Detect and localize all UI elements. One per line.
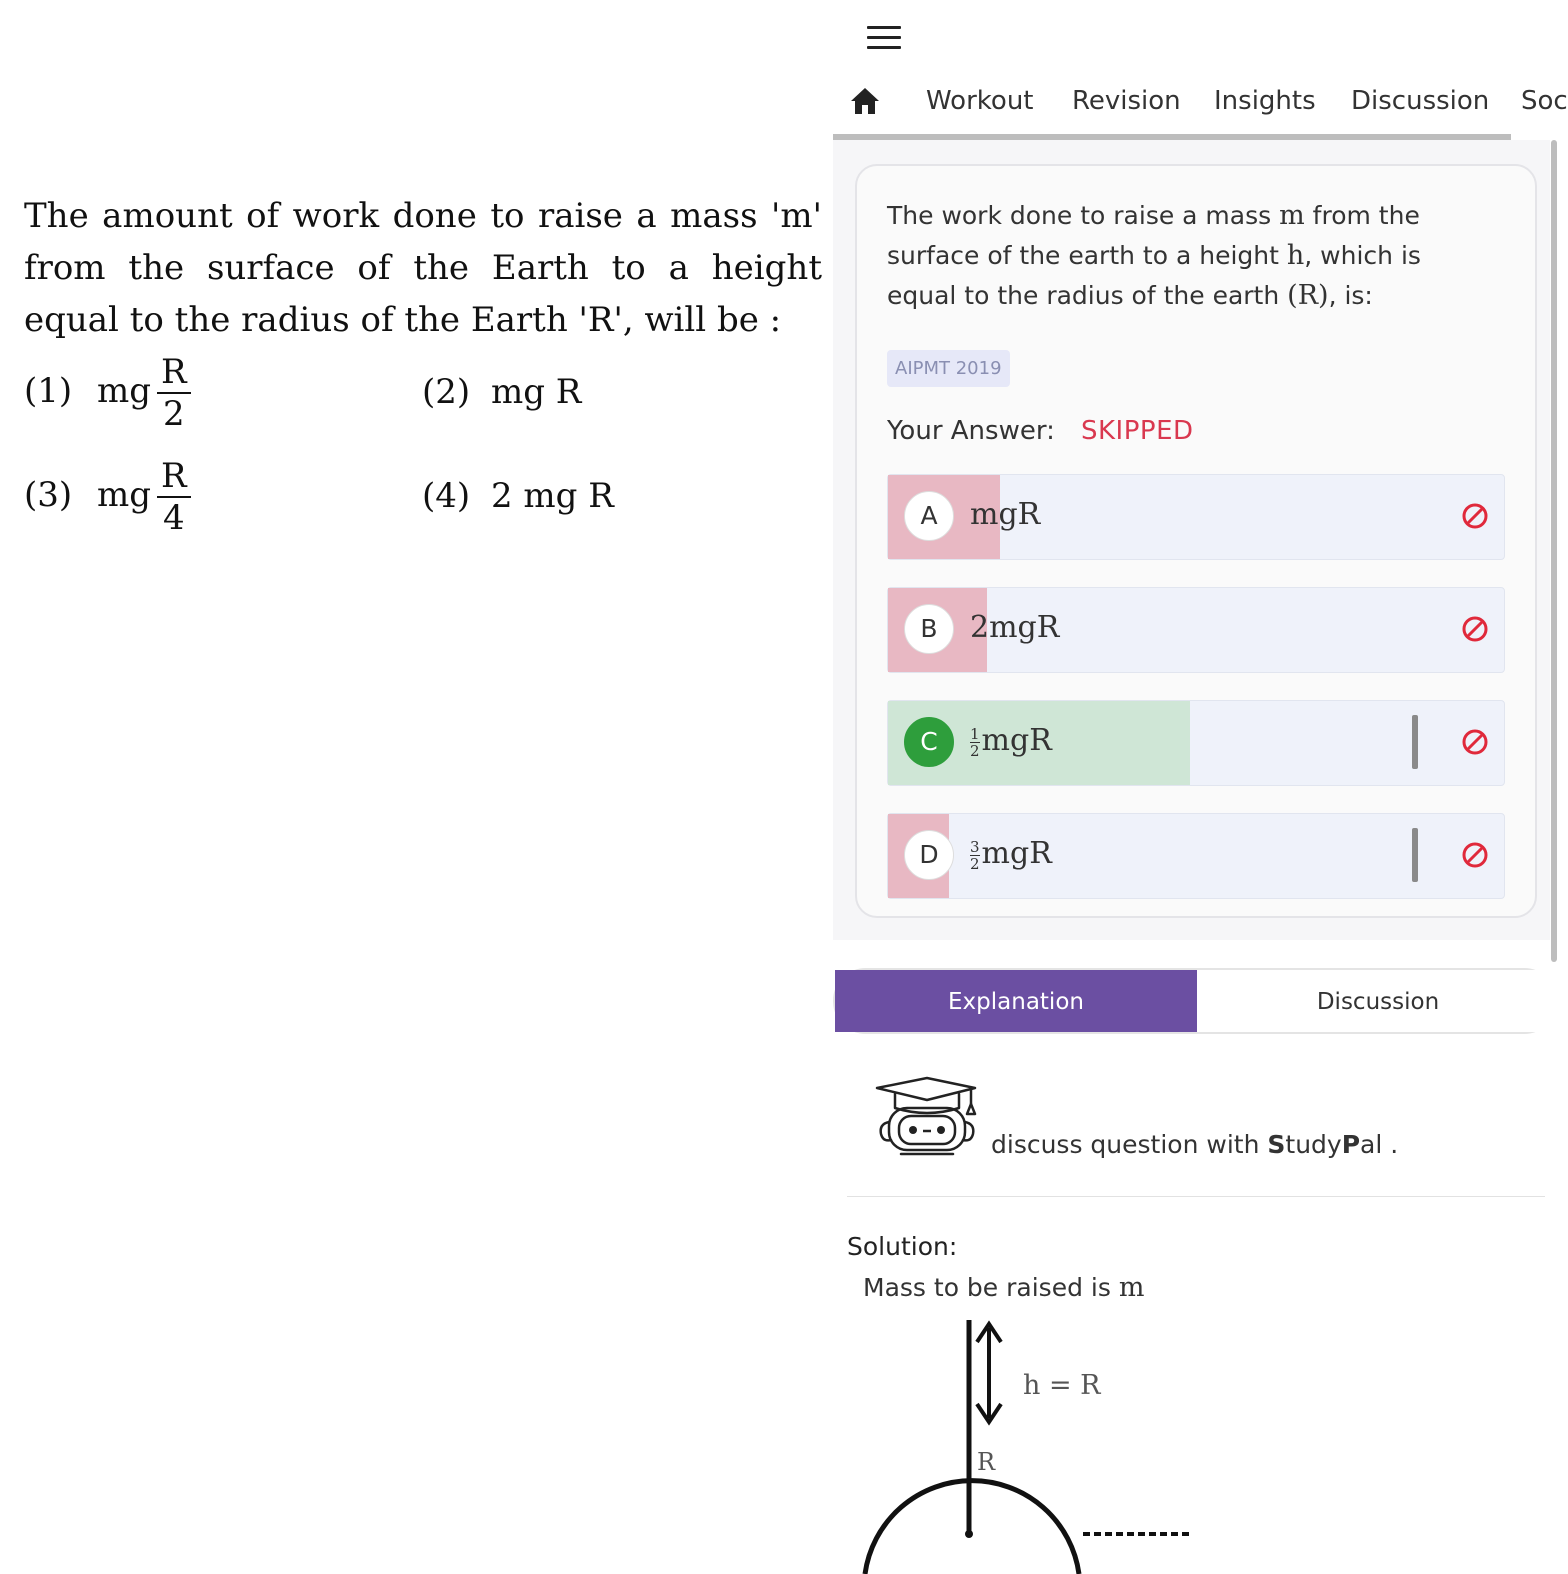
frac-den: 2: [970, 741, 980, 760]
scan-option-label: (1): [24, 371, 73, 411]
eliminate-icon[interactable]: [1462, 616, 1488, 642]
frac-num: 3: [970, 837, 980, 856]
divider: [847, 1196, 1545, 1197]
studypal-s: S: [1267, 1130, 1286, 1159]
q-math: h: [1286, 240, 1305, 271]
option-letter: C: [904, 717, 954, 767]
q-part: The work done to raise a mass: [887, 201, 1280, 230]
your-answer-status: SKIPPED: [1081, 416, 1194, 446]
option-divider: [1412, 828, 1418, 882]
tab-insights[interactable]: Insights: [1214, 86, 1316, 116]
option-letter: D: [904, 830, 954, 880]
app-panel: [833, 0, 1568, 1568]
scan-option-label: (2): [422, 372, 471, 412]
frac-den: 2: [162, 394, 185, 434]
studypal-text-part: tudy: [1285, 1130, 1342, 1159]
option-fraction: [970, 839, 980, 872]
q-part: , which is equal to the radius of the earth: [887, 241, 1421, 310]
option-b[interactable]: [887, 587, 1505, 673]
scrollbar-thumb[interactable]: [1551, 140, 1557, 962]
eliminate-icon[interactable]: [1462, 503, 1488, 529]
diagram-label-h: h = R: [1023, 1370, 1101, 1401]
your-answer-label: Your Answer:: [887, 416, 1055, 446]
solution-diagram: [853, 1314, 1213, 1574]
diagram-label-r: R: [977, 1448, 996, 1476]
q-math: (R): [1287, 280, 1329, 311]
scan-option-label: (4): [422, 476, 471, 516]
tab-revision[interactable]: Revision: [1072, 86, 1181, 116]
option-a[interactable]: [887, 474, 1505, 560]
option-text: mgR: [981, 836, 1052, 871]
scan-option-1: [24, 352, 191, 434]
frac-den: 4: [162, 498, 185, 538]
q-part: from the surface of the earth to a height: [887, 201, 1420, 270]
studypal-robot-icon[interactable]: [871, 1074, 983, 1160]
option-letter: A: [904, 491, 954, 541]
question-card: [855, 164, 1537, 918]
option-divider: [1412, 715, 1418, 769]
scan-option-label: (3): [24, 475, 73, 515]
explanation-tabs: [833, 968, 1557, 1034]
solution-text: [863, 1272, 1144, 1303]
option-letter: B: [904, 604, 954, 654]
question-area: [833, 140, 1550, 940]
option-text: mgR: [981, 723, 1052, 758]
studypal-text-part: discuss question with: [991, 1130, 1268, 1159]
frac-num: R: [157, 456, 191, 498]
scan-option-prefix: mg: [96, 475, 151, 515]
eliminate-icon[interactable]: [1462, 842, 1488, 868]
option-c[interactable]: [887, 700, 1505, 786]
option-fraction: [970, 726, 980, 759]
solution-title: Solution:: [847, 1232, 958, 1261]
studypal-p: P: [1341, 1130, 1361, 1159]
studypal-text-part: al .: [1360, 1130, 1399, 1159]
frac-num: 1: [970, 724, 980, 743]
exam-tag: AIPMT 2019: [887, 350, 1010, 387]
tab-soc[interactable]: Soc: [1521, 86, 1568, 116]
home-icon[interactable]: [849, 86, 881, 116]
tab-workout[interactable]: Workout: [926, 86, 1034, 116]
q-math: m: [1279, 200, 1305, 231]
option-value: [970, 723, 1052, 759]
tab-discussion[interactable]: Discussion: [1351, 86, 1490, 116]
scan-option-text: mg R: [490, 372, 582, 412]
question-text: The amount of work done to raise a mass 'm' from the surface of the Earth to a height equal to the radius of the Earth 'R', will be :: [24, 196, 822, 340]
scan-option-2: [422, 372, 581, 412]
q-part: , is:: [1328, 281, 1373, 310]
top-nav: [833, 70, 1568, 134]
solution-text-part: Mass to be raised is: [863, 1273, 1119, 1302]
card-question-text: [887, 196, 1487, 316]
scan-option-3: [24, 456, 191, 538]
option-d[interactable]: [887, 813, 1505, 899]
scan-option-text: 2 mg R: [490, 476, 614, 516]
studypal-link[interactable]: [991, 1130, 1398, 1159]
solution-math: m: [1118, 1272, 1145, 1303]
frac-den: 2: [970, 854, 980, 873]
scan-option-prefix: mg: [96, 371, 151, 411]
option-value: [970, 836, 1052, 872]
scan-fraction: [157, 456, 191, 538]
menu-icon[interactable]: [867, 26, 901, 50]
scan-fraction: [157, 352, 191, 434]
option-value: mgR: [970, 497, 1041, 532]
tab-explanation[interactable]: Explanation: [835, 970, 1197, 1032]
tab-discussion-panel[interactable]: Discussion: [1197, 970, 1559, 1032]
eliminate-icon[interactable]: [1462, 729, 1488, 755]
scan-option-4: [422, 476, 614, 516]
frac-num: R: [157, 352, 191, 394]
option-value: 2mgR: [970, 610, 1060, 645]
